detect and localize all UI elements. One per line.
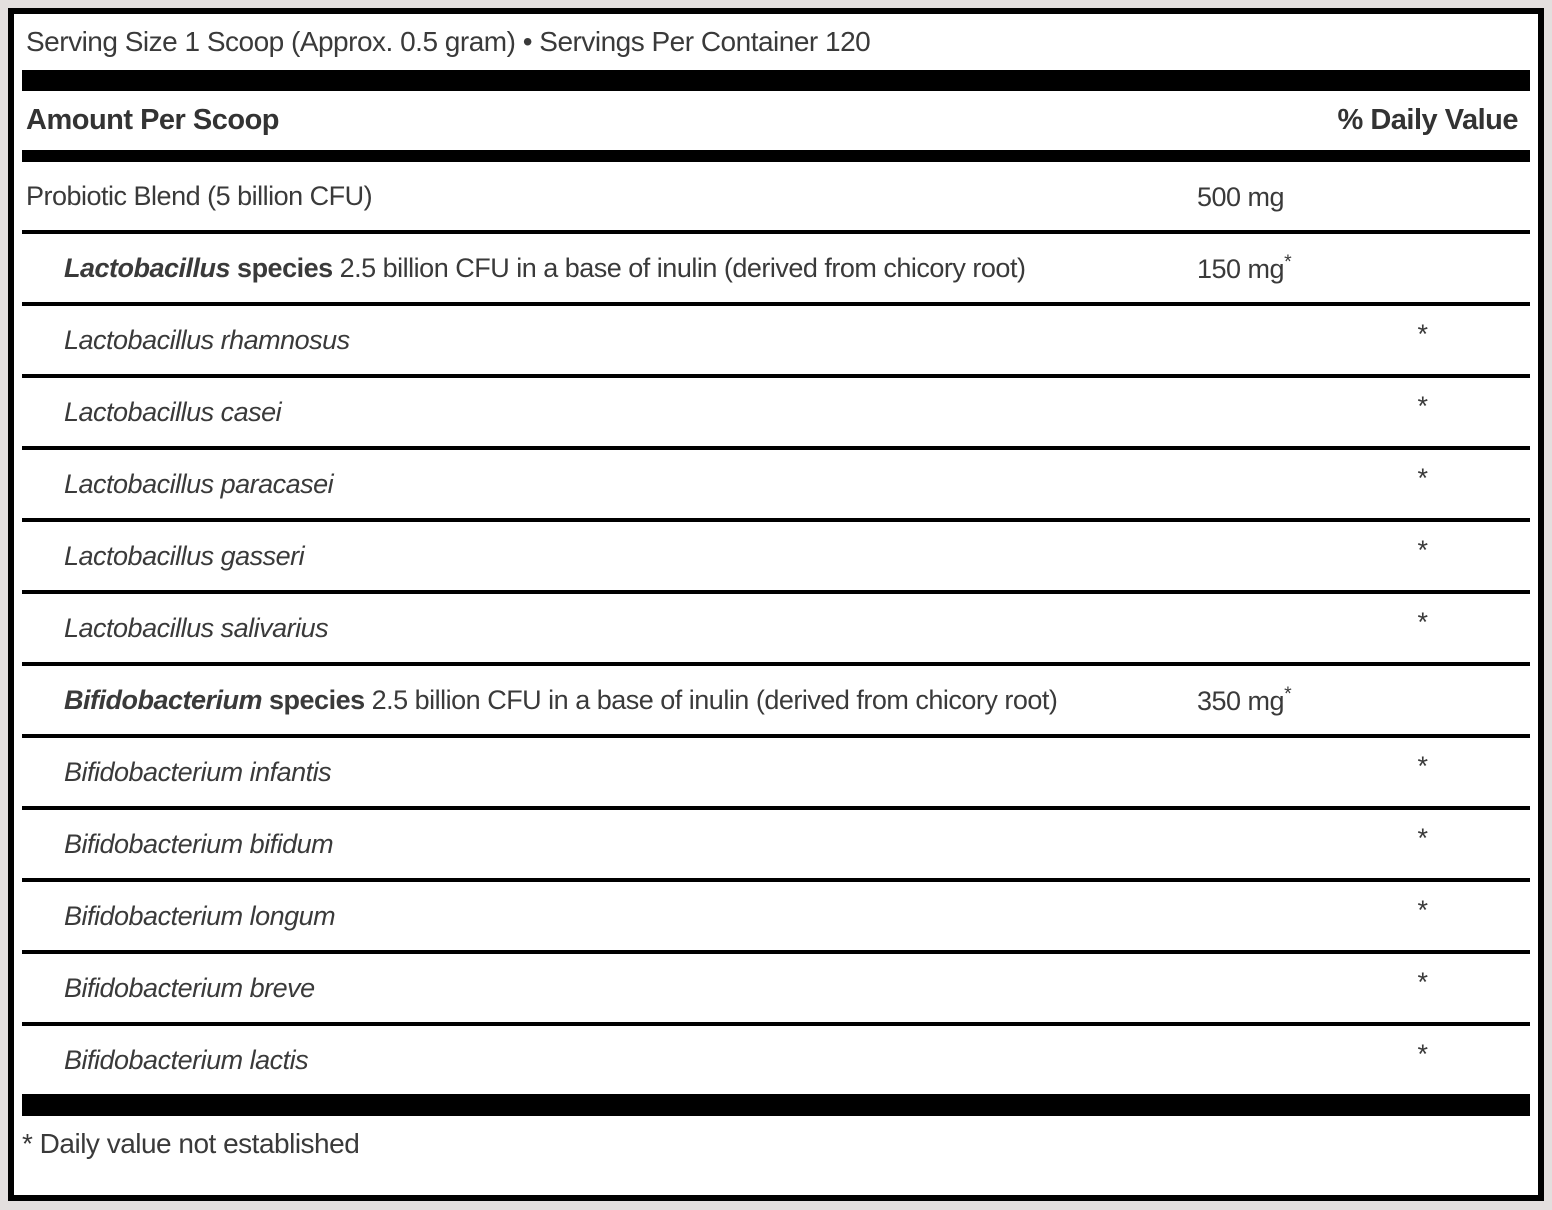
- ingredient-name-part: species: [230, 252, 333, 283]
- daily-value-cell: [1315, 750, 1530, 788]
- amount-per-scoop-label: Amount Per Scoop: [26, 104, 280, 136]
- ingredient-name-part: Lactobacillus gasseri: [64, 540, 305, 571]
- amount-value: [1165, 251, 1315, 285]
- ingredient-table: [22, 162, 1530, 1094]
- table-row: [22, 446, 1530, 518]
- ingredient-name-part: Probiotic Blend (5 billion CFU): [26, 180, 373, 211]
- daily-value-cell: [1315, 534, 1530, 572]
- table-row: [22, 662, 1530, 734]
- daily-value-asterisk: *: [1417, 390, 1428, 421]
- ingredient-name: [22, 685, 1165, 716]
- ingredient-name: [22, 829, 1165, 860]
- ingredient-name: [22, 541, 1165, 572]
- ingredient-name-part: Bifidobacterium breve: [64, 972, 315, 1003]
- table-row: [22, 374, 1530, 446]
- ingredient-name-part: Lactobacillus casei: [64, 396, 282, 427]
- divider-bar-top: [22, 70, 1530, 91]
- ingredient-name-part: Bifidobacterium longum: [64, 900, 336, 931]
- ingredient-name-part: species: [262, 684, 365, 715]
- daily-value-cell: [1315, 1038, 1530, 1076]
- ingredient-name-part: Lactobacillus: [64, 252, 231, 283]
- ingredient-name-part: 2.5 billion CFU in a base of inulin (derived from chicory root): [332, 252, 1026, 283]
- table-row: [22, 950, 1530, 1022]
- ingredient-name-part: Bifidobacterium: [64, 684, 263, 715]
- ingredient-name: [22, 181, 1165, 212]
- daily-value-asterisk: *: [1417, 1038, 1428, 1069]
- table-row: [22, 302, 1530, 374]
- daily-value-cell: [1315, 966, 1530, 1004]
- ingredient-name-part: Bifidobacterium infantis: [64, 756, 332, 787]
- daily-value-asterisk: *: [1417, 534, 1428, 565]
- column-header-row: [22, 91, 1530, 150]
- divider-bar-header: [22, 150, 1530, 162]
- table-row: [22, 518, 1530, 590]
- daily-value-asterisk: *: [1417, 462, 1428, 493]
- daily-value-asterisk: *: [1417, 318, 1428, 349]
- ingredient-name: [22, 757, 1165, 788]
- daily-value-cell: [1315, 606, 1530, 644]
- table-row: [22, 734, 1530, 806]
- ingredient-name-part: Bifidobacterium bifidum: [64, 828, 334, 859]
- table-row: [22, 590, 1530, 662]
- ingredient-name: [22, 397, 1165, 428]
- daily-value-asterisk: *: [1417, 966, 1428, 997]
- daily-value-asterisk: *: [1417, 822, 1428, 853]
- ingredient-name: [22, 973, 1165, 1004]
- ingredient-name-part: Lactobacillus rhamnosus: [64, 324, 350, 355]
- ingredient-name: [22, 469, 1165, 500]
- ingredient-name: [22, 253, 1165, 284]
- amount-text: 350 mg: [1197, 686, 1285, 716]
- ingredient-name-part: Bifidobacterium lactis: [64, 1044, 309, 1075]
- ingredient-name: [22, 613, 1165, 644]
- ingredient-name: [22, 901, 1165, 932]
- ingredient-name: [22, 325, 1165, 356]
- daily-value-cell: [1315, 822, 1530, 860]
- amount-text: 150 mg: [1197, 254, 1285, 284]
- table-row: [22, 806, 1530, 878]
- ingredient-name-part: Lactobacillus paracasei: [64, 468, 334, 499]
- daily-value-cell: [1315, 390, 1530, 428]
- table-row: [22, 162, 1530, 230]
- footnote: * Daily value not established: [22, 1128, 360, 1159]
- daily-value-cell: [1315, 462, 1530, 500]
- daily-value-asterisk: *: [1417, 606, 1428, 637]
- table-row: [22, 230, 1530, 302]
- serving-size-line: Serving Size 1 Scoop (Approx. 0.5 gram) • Servings Per Container 120: [26, 26, 871, 57]
- ingredient-name-part: Lactobacillus salivarius: [64, 612, 329, 643]
- amount-value: [1165, 179, 1315, 213]
- ingredient-name-part: 2.5 billion CFU in a base of inulin (derived from chicory root): [364, 684, 1058, 715]
- daily-value-cell: [1315, 318, 1530, 356]
- table-row: [22, 878, 1530, 950]
- ingredient-name: [22, 1045, 1165, 1076]
- amount-asterisk: *: [1284, 683, 1292, 705]
- table-row: [22, 1022, 1530, 1094]
- amount-value: [1165, 683, 1315, 717]
- daily-value-asterisk: *: [1417, 894, 1428, 925]
- amount-asterisk: *: [1284, 251, 1292, 273]
- daily-value-cell: [1315, 894, 1530, 932]
- amount-text: 500 mg: [1197, 182, 1285, 212]
- daily-value-label: % Daily Value: [1337, 104, 1518, 136]
- daily-value-asterisk: *: [1417, 750, 1428, 781]
- supplement-facts-panel: [8, 8, 1544, 1201]
- divider-bar-bottom: [22, 1094, 1530, 1116]
